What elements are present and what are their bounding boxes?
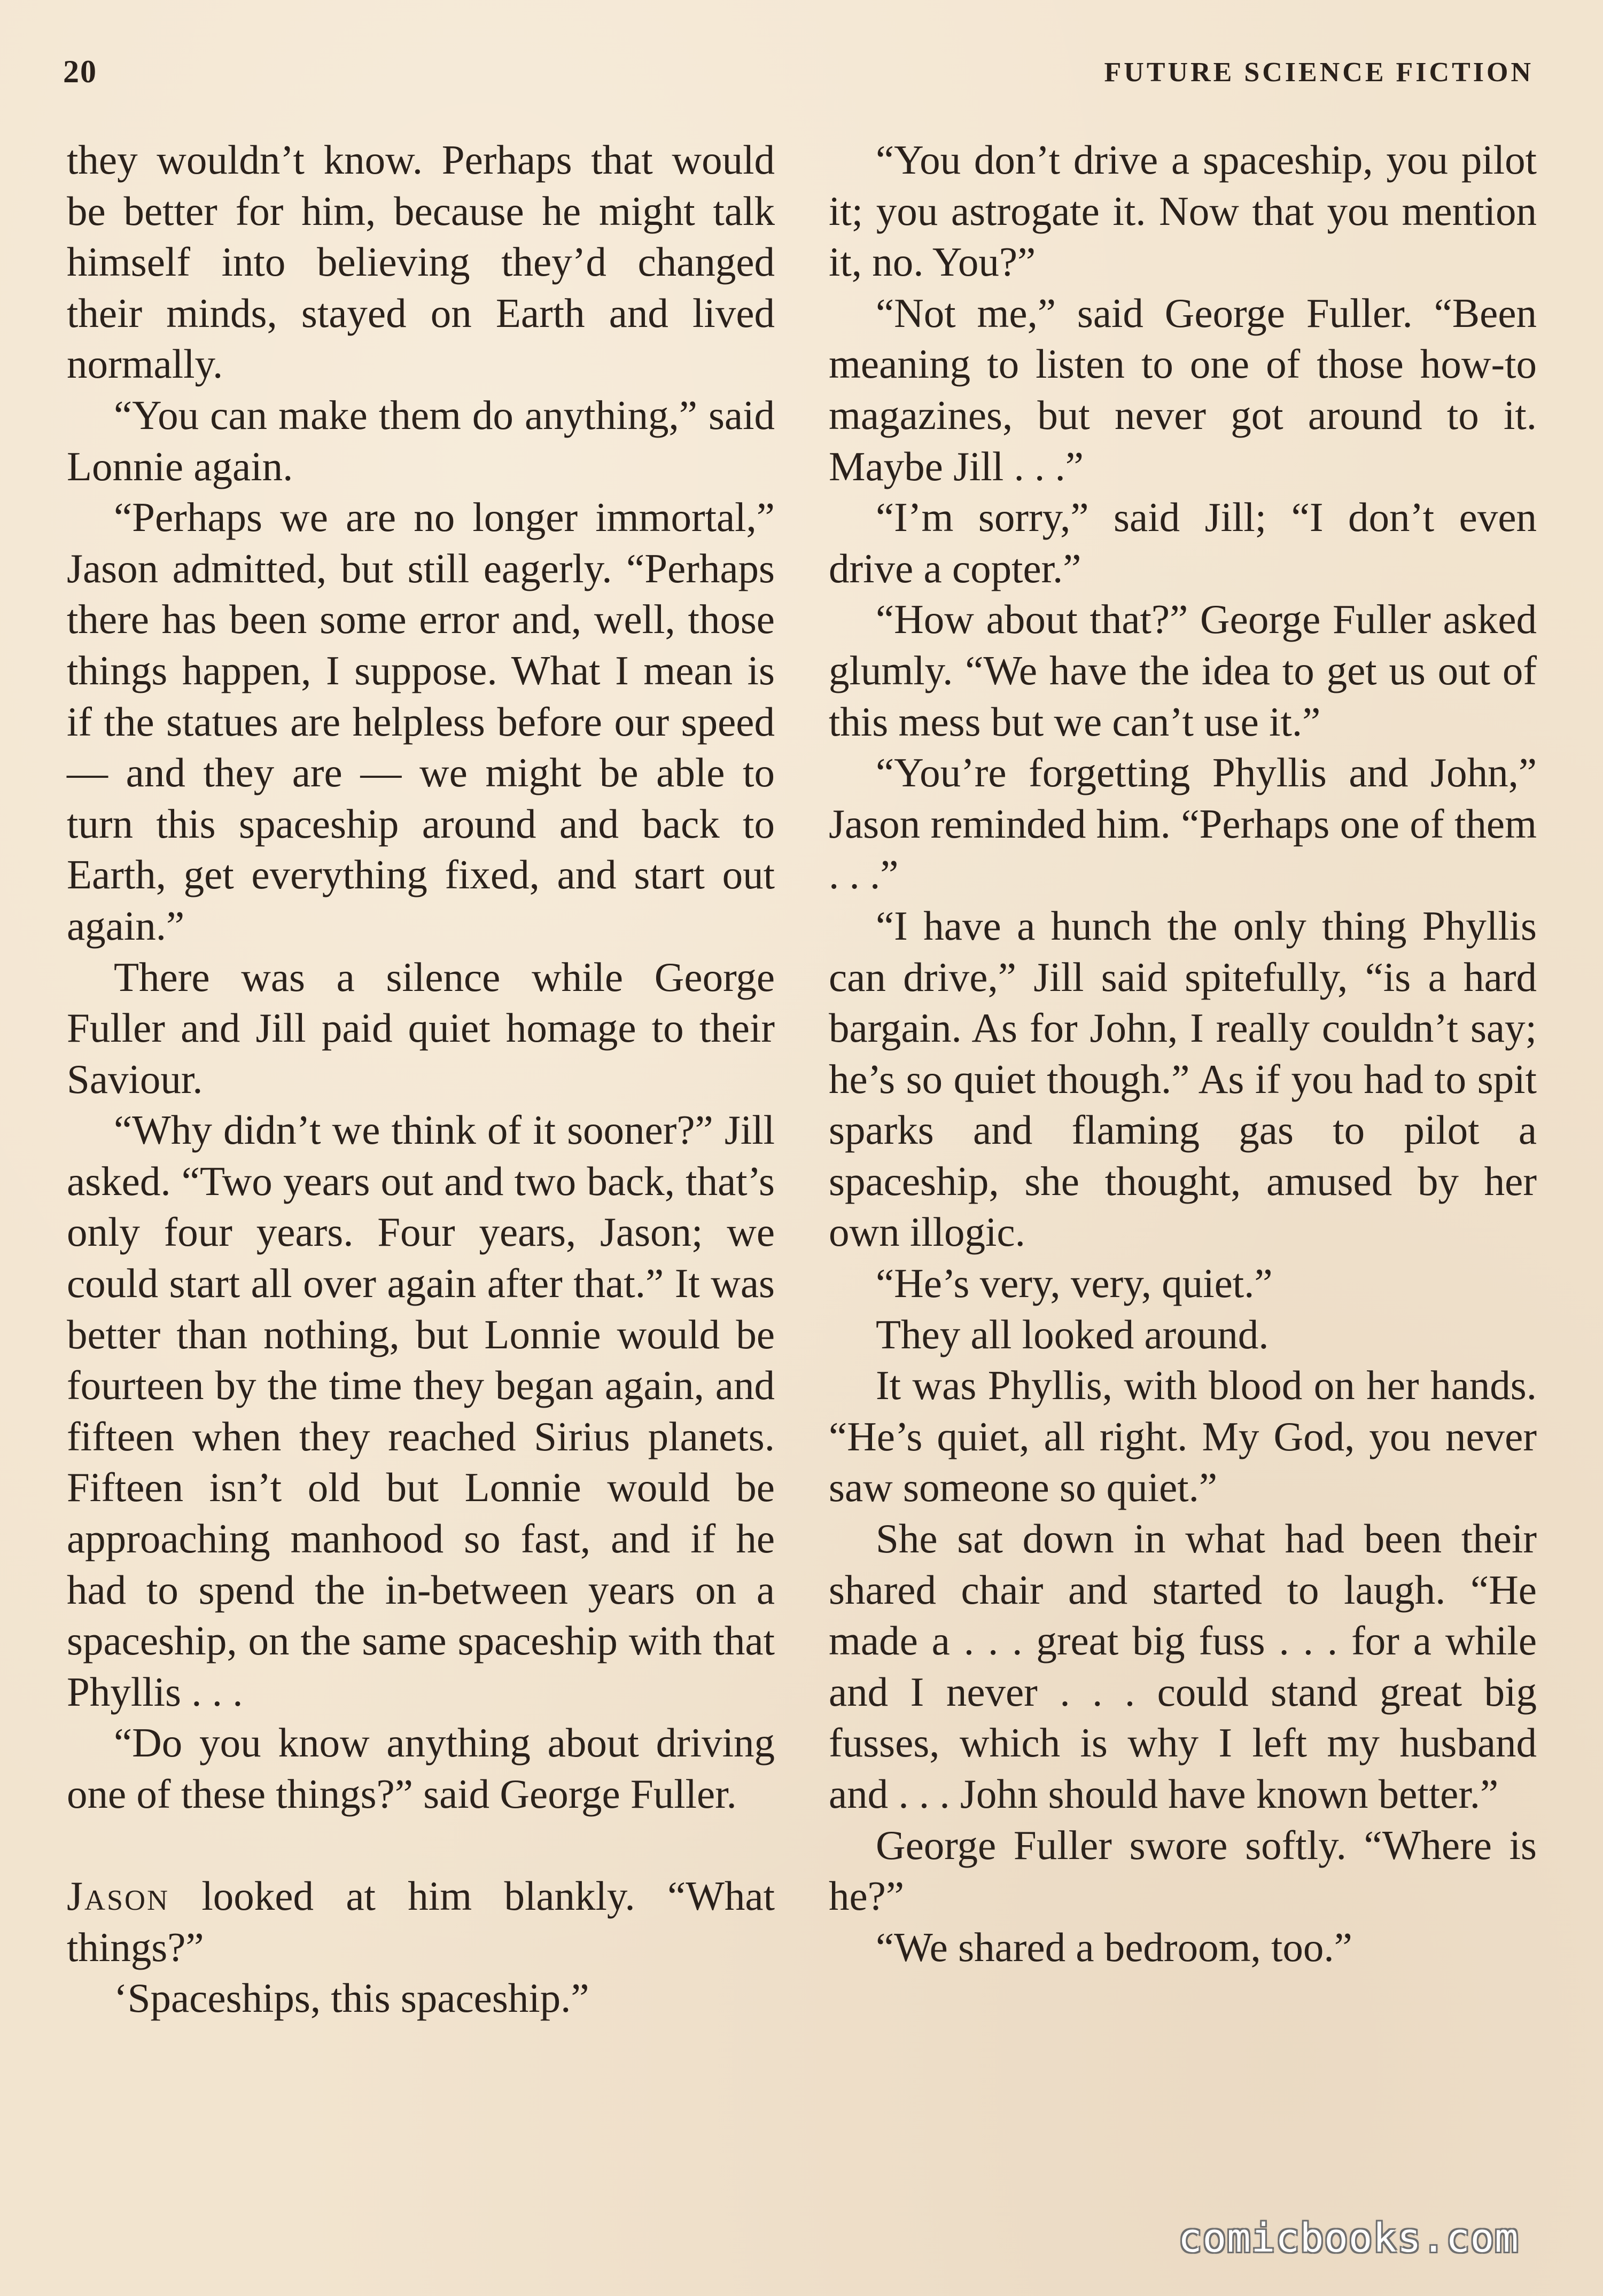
page-number: 20	[63, 54, 97, 89]
paragraph: “Perhaps we are no longer immortal,” Jason admitted, but still eagerly. “Perhaps there has been some error and, well, those things happen, I suppose. What I mean is if the statues are helpless before our speed — and they are — we might be able to turn this spaceship around and back to Earth, get everything fixed, and start out again.”	[67, 494, 775, 949]
paragraph: She sat down in what had been their shared chair and started to laugh. “He made a . . . great big fuss . . . for a while and I never . . . could stand great big fusses, which is why I left my husband and . . . John should have known better.”	[829, 1516, 1537, 1817]
paragraph: “You don’t drive a spaceship, you pilot it; you astrogate it. Now that you mention it, no. You?”	[829, 137, 1537, 285]
paragraph: They all looked around.	[876, 1311, 1269, 1357]
watermark: comicbooks.com	[1178, 2215, 1519, 2261]
section-lead-text: looked at him blankly. “What things?”	[67, 1873, 775, 1970]
paragraph: “You’re forgetting Phyllis and John,” Jason reminded him. “Perhaps one of them . . .”	[829, 749, 1537, 898]
left-column	[67, 135, 775, 2024]
paragraph: “Do you know anything about driving one of these things?” said George Fuller.	[67, 1720, 775, 1817]
paragraph: “We shared a bedroom, too.”	[876, 1924, 1352, 1970]
page-header	[63, 53, 1534, 96]
section-lead-paragraph	[67, 1871, 775, 1973]
paragraph: “I’m sorry,” said Jill; “I don’t even drive a copter.”	[829, 494, 1537, 591]
paragraph: It was Phyllis, with blood on her hands. “He’s quiet, all right. My God, you never saw someone so quiet.”	[829, 1362, 1537, 1511]
paragraph: “He’s very, very, quiet.”	[876, 1260, 1273, 1307]
paragraph: “You can make them do anything,” said Lonnie again.	[67, 392, 775, 489]
paragraph: George Fuller swore softly. “Where is he?”	[829, 1822, 1537, 1919]
section-lead-word: Jason	[67, 1873, 169, 1919]
paragraph: “I have a hunch the only thing Phyllis can drive,” Jill said spitefully, “is a hard bargain. As for John, I really couldn’t say; he’s so quiet though.” As if you had to spit sparks and flaming gas to pilot a spaceship, she thought, amused by her own illogic.	[829, 902, 1537, 1255]
right-column	[829, 135, 1537, 1973]
paragraph: “Not me,” said George Fuller. “Been meaning to listen to one of those how-to magazines, but never got around to it. Maybe Jill . . .”	[829, 290, 1537, 489]
paragraph: ‘Spaceships, this spaceship.”	[114, 1975, 589, 2021]
paragraph: they wouldn’t know. Perhaps that would be better for him, because he might talk himself into believing they’d changed their minds, stayed on Earth and lived normally.	[67, 137, 775, 387]
paragraph: “How about that?” George Fuller asked glumly. “We have the idea to get us out of this mess but we can’t use it.”	[829, 596, 1537, 745]
paragraph: “Why didn’t we think of it sooner?” Jill asked. “Two years out and two back, that’s only four years. Four years, Jason; we could start all over again after that.” It was better than nothing, but Lonnie would be fourteen by the time they began again, and fifteen when they reached Sirius planets. Fifteen isn’t old but Lonnie would be approaching manhood so fast, and if he had to spend the in-between years on a spaceship, on the same spaceship with that Phyllis . . .	[67, 1107, 775, 1715]
running-title: FUTURE SCIENCE FICTION	[1104, 57, 1534, 88]
paragraph: There was a silence while George Fuller and Jill paid quiet homage to their Saviour.	[67, 954, 775, 1102]
